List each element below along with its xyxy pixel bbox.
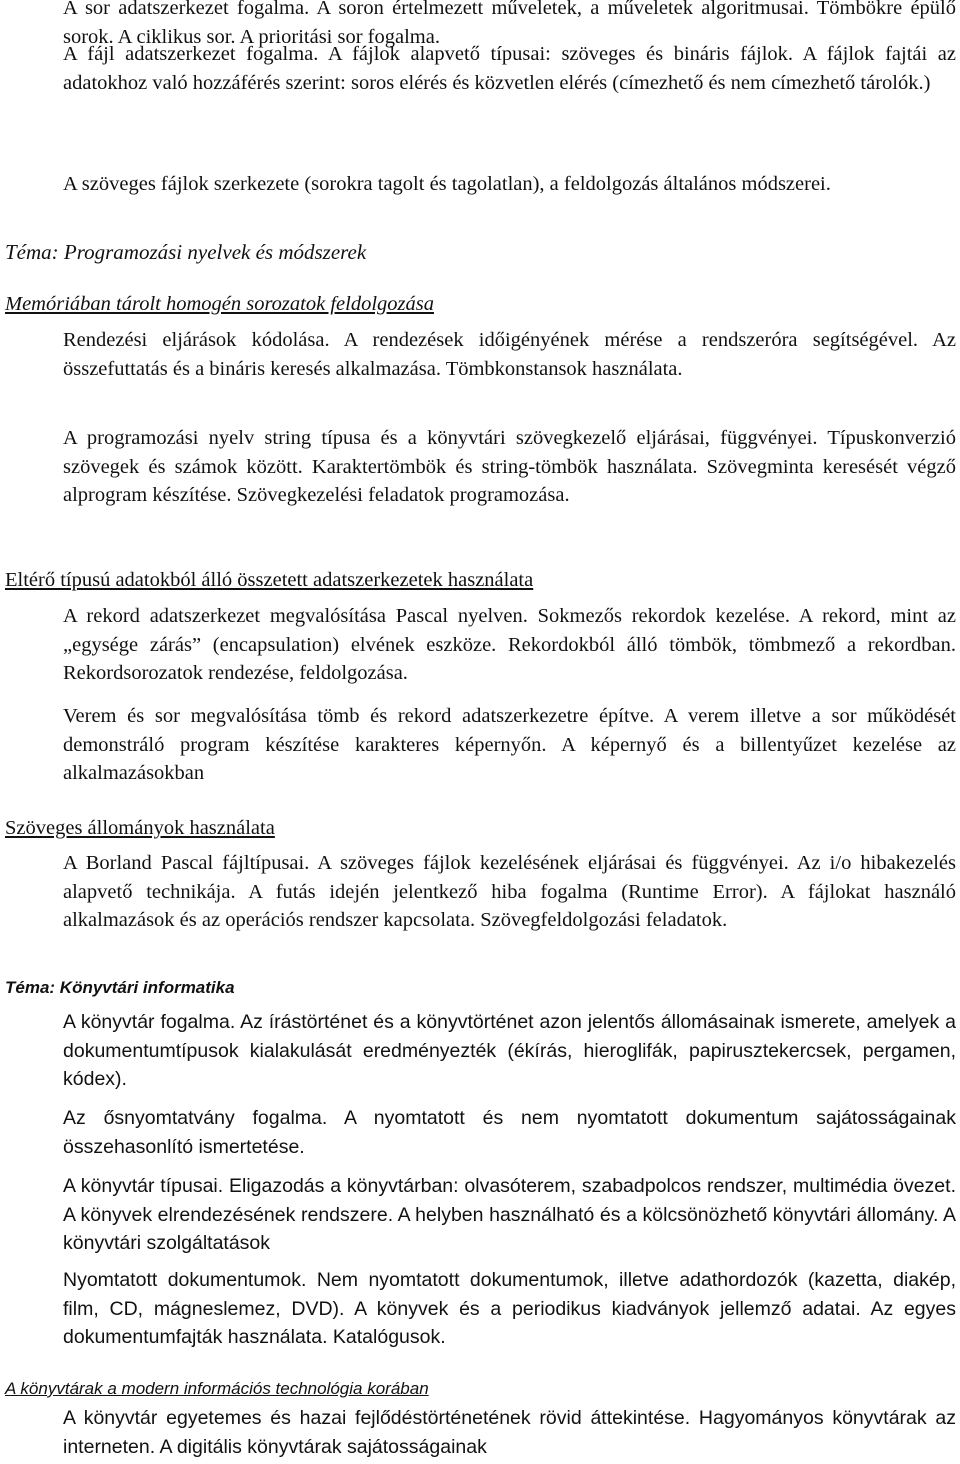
paragraph-borland-pascal: A Borland Pascal fájltípusai. A szöveges fájlok kezelésének eljárásai és függvényei. Az i/o hibakezelés alapvető technikája. A futás idején jelentkező hiba fogalma (Runtime Error). A fájlokat használó alkalmazások és az operációs rendszer kapcsolata. Szövegfeldolgozási feladatok. xyxy=(63,852,956,931)
section-heading-memoriaban-tarolt: Memóriában tárolt homogén sorozatok feldolgozása xyxy=(5,293,434,315)
paragraph-szoveges-fajlok: A szöveges fájlok szerkezete (sorokra tagolt és tagolatlan), a feldolgozás általános módszerei. xyxy=(63,173,831,195)
paragraph-konyvtar-fogalma: A könyvtár fogalma. Az írástörténet és a könyvtörténet azon jelentős állomásainak ismerete, amelyek a dokumentumtípusok kialakulását eredményezték (ékírás, hieroglifák, papirusztekercsek, pergamen, kódex). xyxy=(63,1011,956,1090)
paragraph-string-tipus: A programozási nyelv string típusa és a könyvtári szövegkezelő eljárásai, függvényei. Típuskonverzió szövegek és számok között. Karaktertömbök és string-tömbök használata. Szövegminta keresését végző alprogram készítése. Szövegkezelési feladatok programozása. xyxy=(63,427,956,506)
paragraph-osnyomtatvany: Az ősnyomtatvány fogalma. A nyomtatott és nem nyomtatott dokumentum sajátosságainak összehasonlító ismertetése. xyxy=(63,1107,956,1158)
paragraph-rendezesi-eljarasok: Rendezési eljárások kódolása. A rendezések időigényének mérése a rendszeróra segítségével. Az összefuttatás és a bináris keresés alkalmazása. Tömbkonstansok használata. xyxy=(63,329,956,380)
paragraph-konyvtar-tipusai: A könyvtár típusai. Eligazodás a könyvtárban: olvasóterem, szabadpolcos rendszer, multimédia övezet. A könyvek elrendezésének rendszere. A helyben használható és a kölcsönözhető könyvtári állomány. A könyvtári szolgáltatások xyxy=(63,1175,956,1254)
paragraph-fajl-adatszerkezet: A fájl adatszerkezet fogalma. A fájlok alapvető típusai: szöveges és bináris fájlok. A fájlok fajtái az adatokhoz való hozzáférés szerint: soros elérés és közvetlen elérés (címezhető és nem címezhető tárolók.) xyxy=(63,43,956,94)
paragraph-sor-adatszerkezet: A sor adatszerkezet fogalma. A soron értelmezett műveletek, a műveletek algoritmusai. Tömbökre épülő sorok. A ciklikus sor. A prioritási sor fogalma. xyxy=(63,0,956,48)
paragraph-nyomtatott-dokumentumok: Nyomtatott dokumentumok. Nem nyomtatott dokumentumok, illetve adathordozók (kazetta, diakép, film, CD, mágneslemez, DVD). A könyvek és a periodikus kiadványok jellemző adatai. Az egyes dokumentumfajták használata. Katalógusok. xyxy=(63,1269,956,1348)
section-heading-modern-informacios: A könyvtárak a modern információs technológia korában xyxy=(5,1379,429,1398)
paragraph-rekord-adatszerkezet: A rekord adatszerkezet megvalósítása Pascal nyelven. Sokmezős rekordok kezelése. A rekord, mint az „egysége zárás” (encapsulation) elvének eszköze. Rekordokból álló tömbök, tömbmező a rekordban. Rekordsorozatok rendezése, feldolgozása. xyxy=(63,605,956,684)
topic-heading-konyvtari-informatika: Téma: Könyvtári informatika xyxy=(5,978,235,997)
section-heading-szoveges-allomanyok: Szöveges állományok használata xyxy=(5,817,275,839)
paragraph-konyvtar-tortenete: A könyvtár egyetemes és hazai fejlődéstörténetének rövid áttekintése. Hagyományos könyvtárak az interneten. A digitális könyvtárak sajátosságainak xyxy=(63,1407,956,1458)
section-heading-eltero-tipusu-adatok: Eltérő típusú adatokból álló összetett adatszerkezetek használata xyxy=(5,569,534,591)
topic-heading-programozasi-nyelvek: Téma: Programozási nyelvek és módszerek xyxy=(5,240,367,264)
paragraph-verem-es-sor: Verem és sor megvalósítása tömb és rekord adatszerkezetre építve. A verem illetve a sor működését demonstráló program készítése karakteres képernyőn. A képernyő és a billentyűzet kezelése az alkalmazásokban xyxy=(63,705,956,784)
